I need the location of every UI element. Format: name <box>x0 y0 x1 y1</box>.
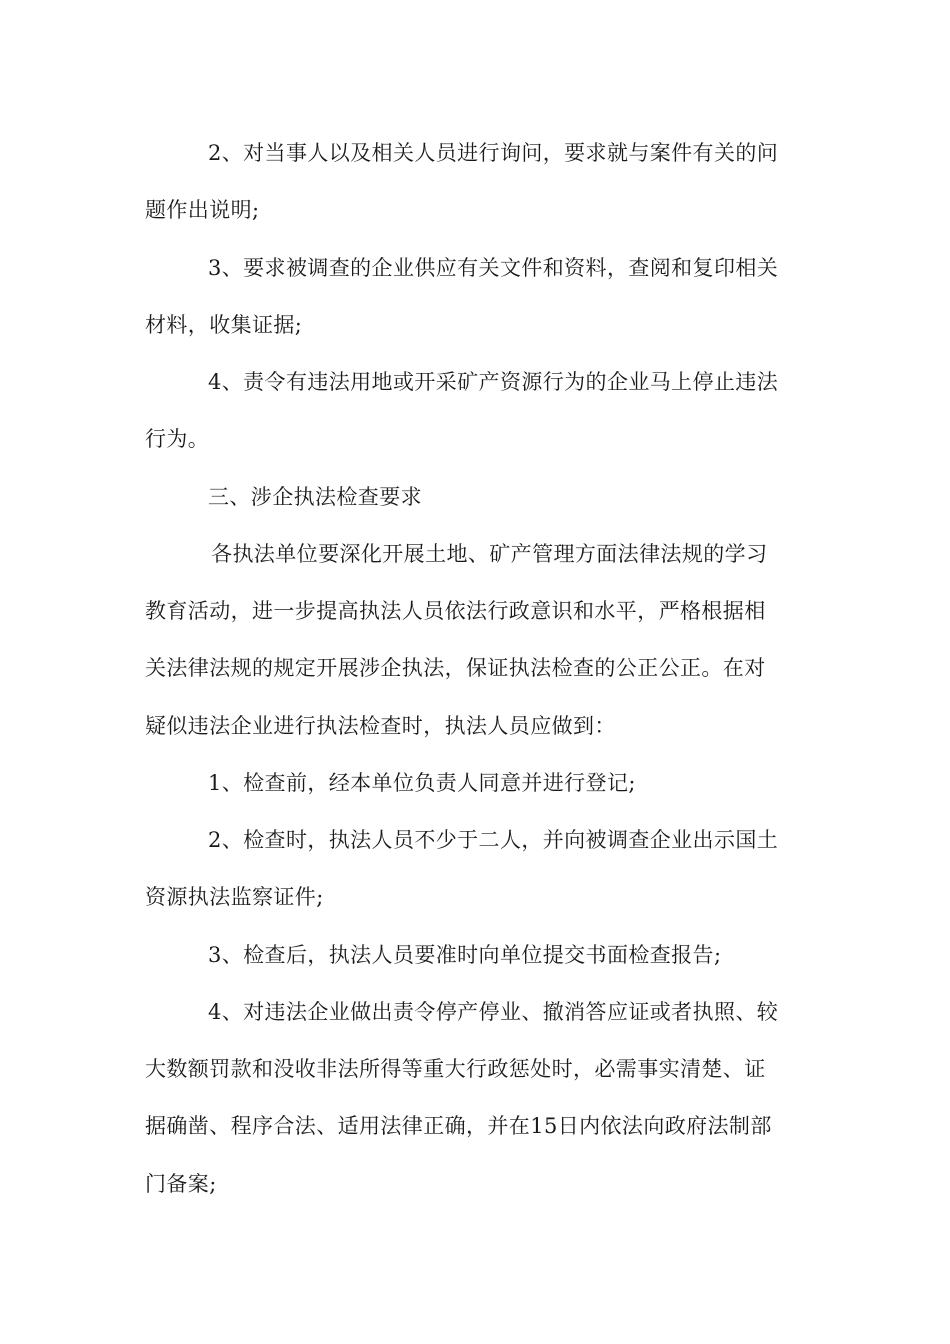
requirement-2-line-1: 2、检查时，执法人员不少于二人，并向被调查企业出示国土 <box>208 828 779 852</box>
intro-line-2: 教育活动，进一步提高执法人员依法行政意识和水平，严格根据相 <box>145 599 766 623</box>
item-4-line-2: 行为。 <box>145 427 210 451</box>
item-2-line-2: 题作出说明; <box>145 198 260 222</box>
requirement-4-line-4: 门备案; <box>145 1172 217 1196</box>
requirement-4-line-2: 大数额罚款和没收非法所得等重大行政惩处时，必需事实清楚、证 <box>145 1057 766 1081</box>
requirement-1-line-1: 1、检查前，经本单位负责人同意并进行登记; <box>208 771 636 795</box>
item-3-line-2: 材料，收集证据; <box>145 313 303 337</box>
item-4-line-1: 4、责令有违法用地或开采矿产资源行为的企业马上停止违法 <box>208 370 779 394</box>
item-3-line-1: 3、要求被调查的企业供应有关文件和资料，查阅和复印相关 <box>208 256 779 280</box>
intro-line-4: 疑似违法企业进行执法检查时，执法人员应做到： <box>145 714 616 738</box>
requirement-4-line-1: 4、对违法企业做出责令停产停业、撤消答应证或者执照、较 <box>208 1000 779 1024</box>
section-heading: 三、涉企执法检查要求 <box>208 485 422 509</box>
requirement-4-line-3: 据确凿、程序合法、适用法律正确，并在15日内依法向政府法制部 <box>145 1114 772 1138</box>
intro-line-3: 关法律法规的规定开展涉企执法，保证执法检查的公正公正。在对 <box>145 656 766 680</box>
requirement-3-line-1: 3、检查后，执法人员要准时向单位提交书面检查报告; <box>208 943 722 967</box>
requirement-2-line-2: 资源执法监察证件; <box>145 885 324 909</box>
intro-line-1: 各执法单位要深化开展土地、矿产管理方面法律法规的学习 <box>204 542 768 566</box>
item-2-line-1: 2、对当事人以及相关人员进行询问，要求就与案件有关的问 <box>208 141 779 165</box>
